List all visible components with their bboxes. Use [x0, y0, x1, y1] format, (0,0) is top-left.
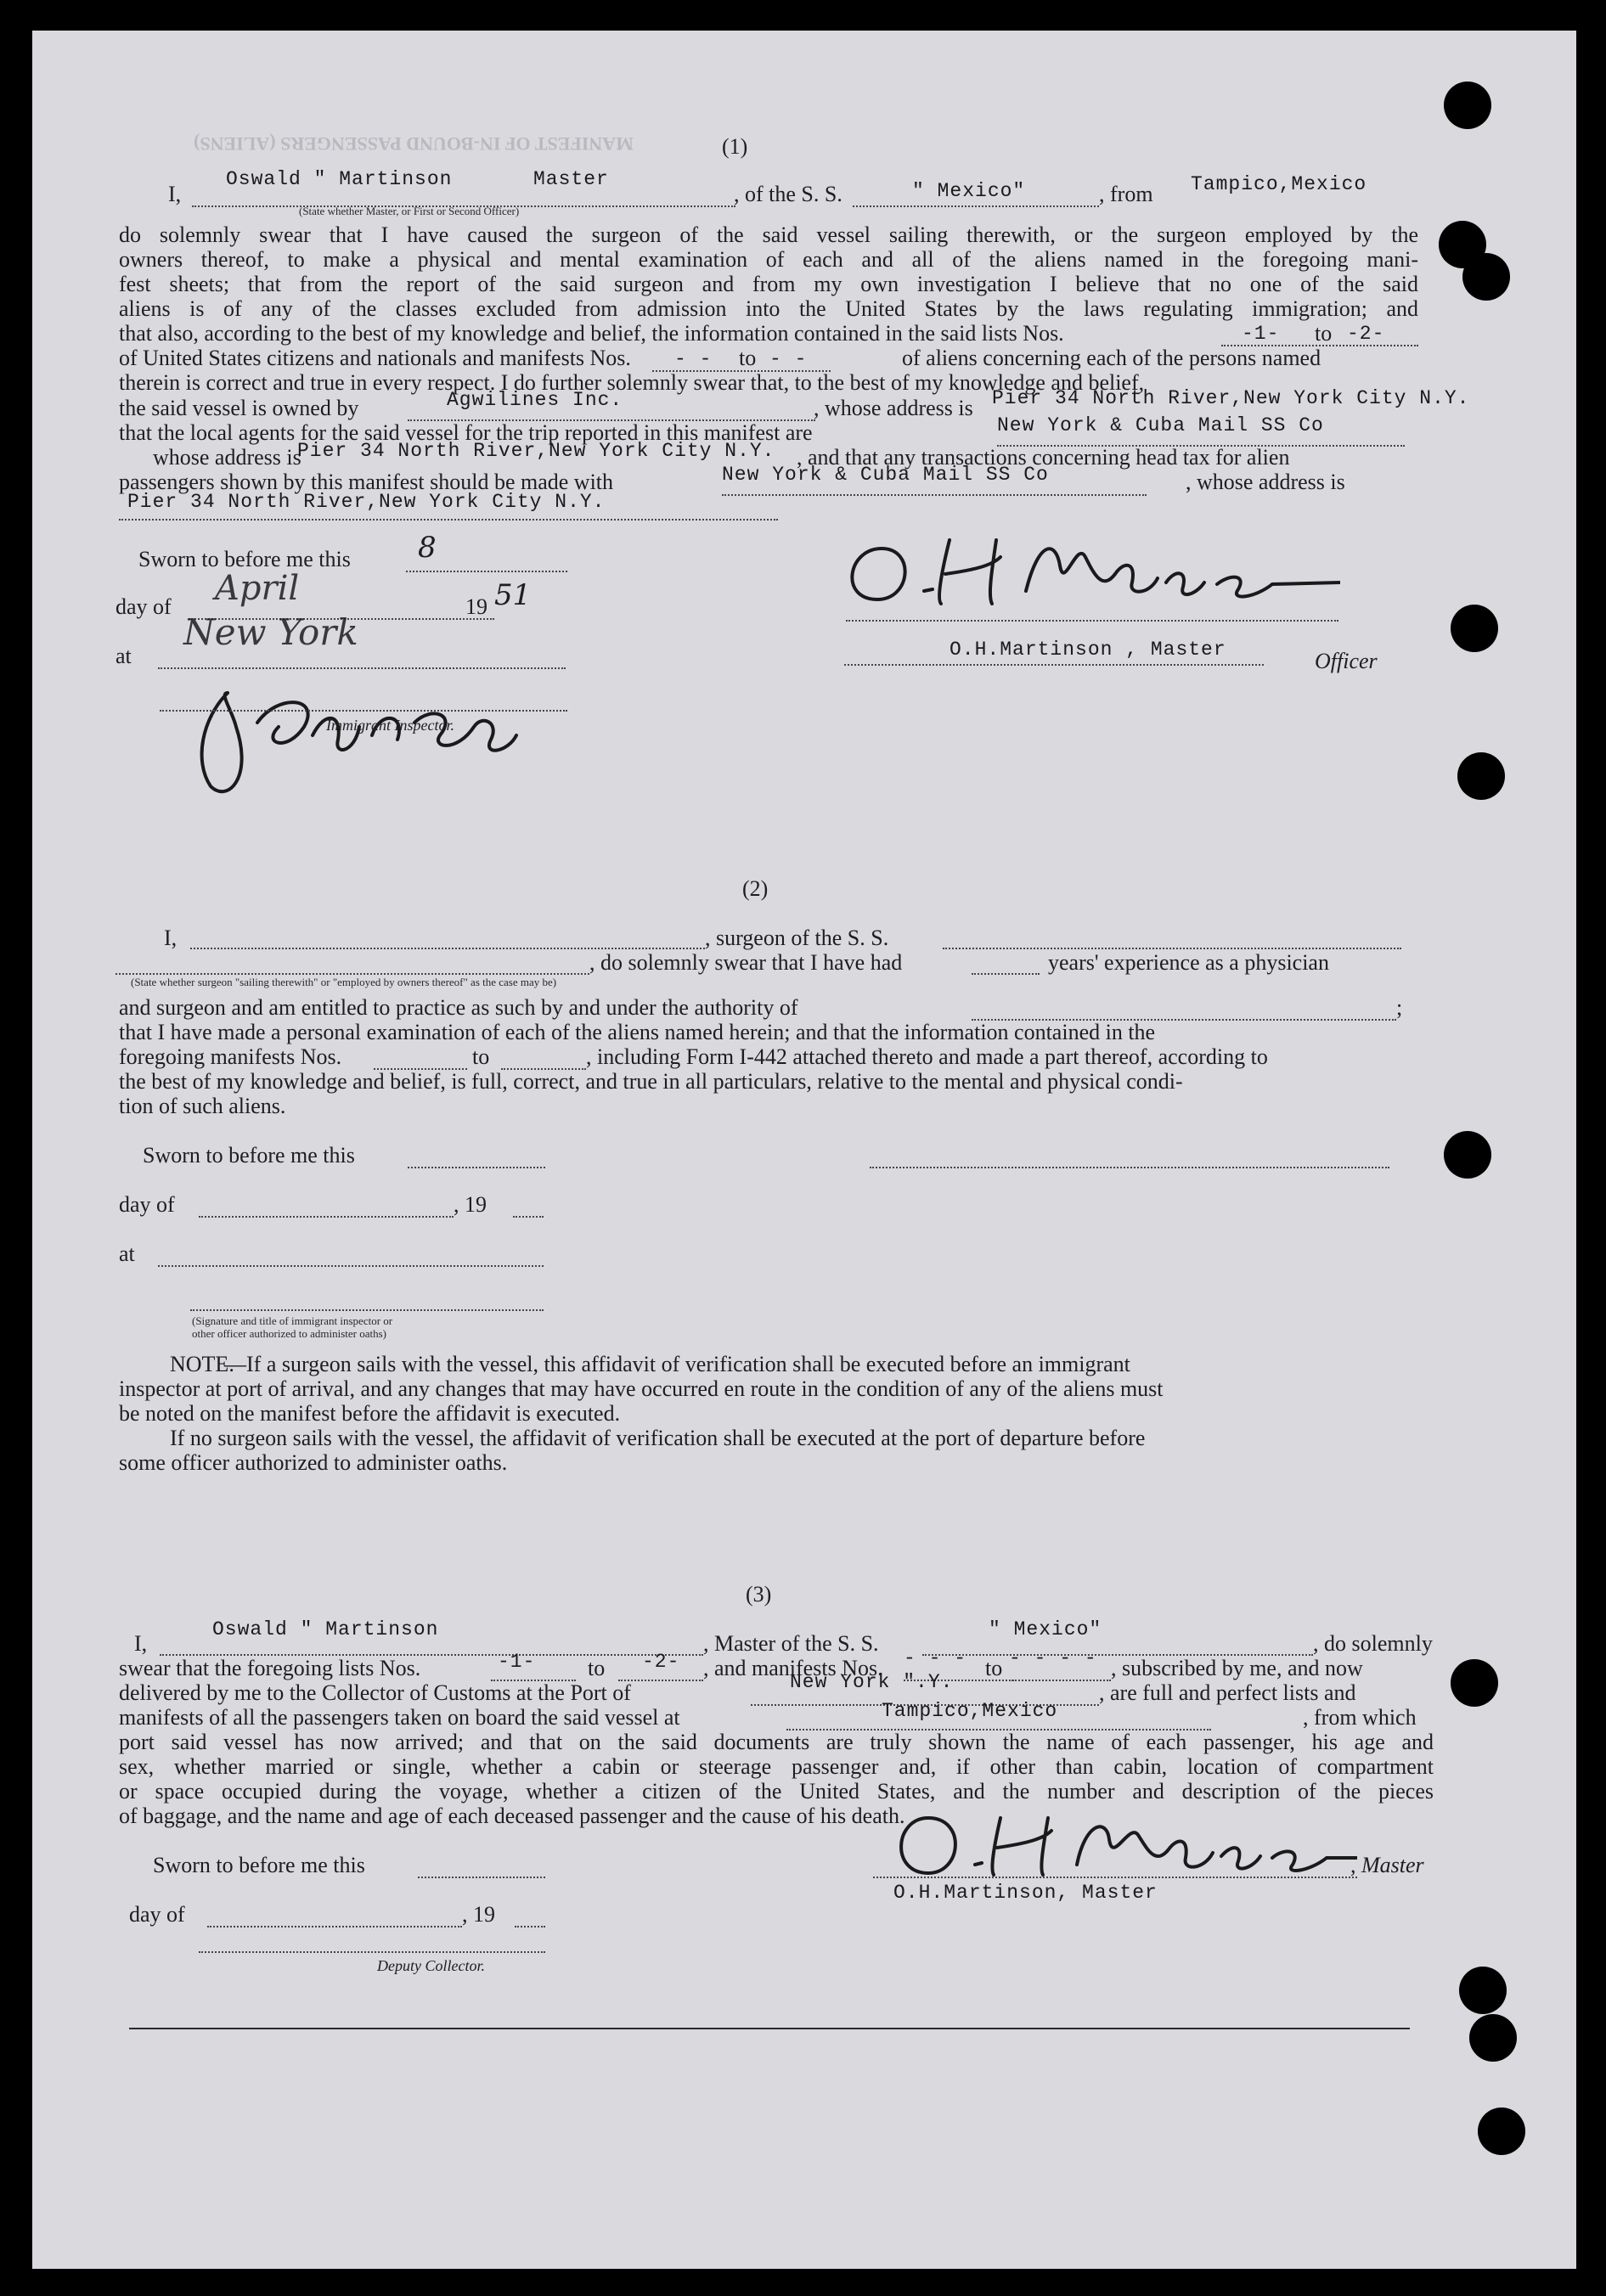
- note-line-4: If no surgeon sails with the vessel, the affidavit of verification shall be executed at the port of departure before: [170, 1426, 1146, 1450]
- inspector-signature: [177, 676, 576, 803]
- examination-text: that I have made a personal examination of each of the aliens named herein; and that the information contained in the: [119, 1020, 1156, 1044]
- binder-hole: [1457, 752, 1505, 800]
- pronoun-i: I,: [168, 182, 182, 206]
- officer-rank: Master: [533, 168, 609, 190]
- officer-name: Oswald " Martinson: [226, 168, 453, 190]
- year-label-3: , 19: [462, 1902, 495, 1927]
- manifests-from: - -: [674, 348, 713, 370]
- master-sig-line: [873, 1877, 1357, 1878]
- owned-by-label: the said vessel is owned by: [119, 396, 359, 420]
- lists-to: -2-: [1347, 323, 1385, 345]
- from-which-label: , from which: [1303, 1705, 1417, 1730]
- from-label: , from: [1099, 182, 1153, 206]
- port-name: New York ".Y.: [790, 1671, 954, 1693]
- officer-sig-line: [846, 620, 1338, 622]
- authority-semicolon: ;: [1396, 995, 1403, 1020]
- passengers-label: passengers shown by this manifest should be made with: [119, 470, 614, 494]
- master-label: , Master: [1350, 1853, 1424, 1877]
- surgeon-sig-line: [870, 1167, 1389, 1168]
- binder-hole: [1469, 2014, 1517, 2062]
- place-line-2: [158, 1265, 544, 1267]
- years-line: [972, 973, 1040, 975]
- binder-hole: [1451, 605, 1498, 652]
- month-line-2: [199, 1216, 454, 1218]
- surgeon-swear-text: , do solemnly swear that I have had: [589, 950, 903, 975]
- manifests-to: - -: [769, 348, 808, 370]
- manifests-to-word-2: to: [472, 1044, 490, 1069]
- year-suffix-1: 51: [494, 578, 532, 612]
- officer-name-line-2: [844, 664, 1264, 666]
- agents-address: Pier 34 North River,New York City N.Y.: [297, 440, 775, 462]
- officer-signed-name: O.H.Martinson , Master: [950, 639, 1226, 661]
- year-line-3: [515, 1926, 545, 1927]
- place-1: New York: [183, 611, 358, 653]
- baggage-text: of baggage, and the name and age of each deceased passenger and the cause of his death.: [119, 1804, 905, 1828]
- section-3-number: (3): [746, 1582, 772, 1607]
- lists-nos-text: that also, according to the best of my knowledge and belief, the information contained in the said lists Nos.: [119, 321, 1064, 346]
- collector-label: Deputy Collector.: [377, 1957, 485, 1974]
- vessel-name-3: " Mexico": [989, 1618, 1102, 1640]
- sworn-label-2: Sworn to before me this: [143, 1143, 355, 1168]
- inspector-label: Immigrant Inspector.: [326, 717, 454, 734]
- sworn-label-1: Sworn to before me this: [138, 547, 351, 571]
- month-1: April: [215, 569, 300, 608]
- of-the-ss-label: , of the S. S.: [734, 182, 842, 206]
- bottom-rule: [129, 2028, 1410, 2029]
- agents-address-label: whose address is: [153, 445, 301, 470]
- are-full-label: , are full and perfect lists and: [1099, 1680, 1356, 1705]
- section-2-number: (2): [742, 876, 769, 901]
- tax-agent-address: Pier 34 North River,New York City N.Y.: [127, 491, 606, 513]
- authority-text: and surgeon and am entitled to practice as such by and under the authority of: [119, 995, 798, 1020]
- lists-to-line-3: [618, 1680, 703, 1681]
- vessel-name: " Mexico": [912, 180, 1026, 202]
- solemnly-label: , do solemnly: [1313, 1631, 1433, 1656]
- sworn-day-line-2: [408, 1167, 545, 1168]
- surgeon-vessel-line: [943, 948, 1401, 949]
- section-1-body: do solemnly swear that I have caused the surgeon of the said vessel sailing therewith, or the surgeon employed by the owners thereof, to make a physical and mental examination of each and all of the aliens named in the foregoing mani- fest sheets; that from the report of the said surgeon and from my own investigation I believe that no one of the said aliens is of any of the classes excluded from admission into the United States by the laws regulating immigration; and: [119, 222, 1418, 321]
- head-tax-text: , and that any transactions concerning head tax for alien: [797, 445, 1290, 470]
- years-text: years' experience as a physician: [1048, 950, 1329, 975]
- further-swear-text: therein is correct and true in every respect. I do further solemnly swear that, to the best of my knowledge and belief,: [119, 370, 1145, 395]
- vessel-line: [853, 205, 1099, 207]
- bleed-through-text: MANIFEST OF IN-BOUND PASSENGERS (ALIENS): [194, 133, 634, 155]
- binder-hole: [1462, 253, 1510, 301]
- binder-hole: [1459, 1967, 1507, 2014]
- note-line-2: inspector at port of arrival, and any changes that may have occurred en route in the condition of any of the aliens must: [119, 1376, 1164, 1401]
- lists-from-3: -1-: [498, 1651, 536, 1673]
- officer-label: Officer: [1315, 649, 1378, 673]
- local-agents: New York & Cuba Mail SS Co: [997, 414, 1324, 436]
- collector-sig-line: [199, 1951, 545, 1953]
- manifests-to-line-3: [1009, 1680, 1111, 1681]
- note-heading: NOTE.: [170, 1352, 234, 1376]
- manifests-nos-text: of United States citizens and nationals and manifests Nos.: [119, 346, 631, 370]
- pronoun-i-2: I,: [164, 926, 178, 950]
- pronoun-i-3: I,: [134, 1631, 148, 1656]
- tax-agent: New York & Cuba Mail SS Co: [722, 464, 1049, 486]
- manifests-from-3: - - -: [904, 1647, 967, 1669]
- section-1-number: (1): [722, 134, 748, 159]
- day-of-label-1: day of: [116, 594, 172, 619]
- local-agents-label: that the local agents for the said vessel for the trip reported in this manifest are: [119, 420, 813, 445]
- binder-hole: [1478, 2107, 1525, 2155]
- manifests-to-word: to: [739, 346, 757, 370]
- whose-address-end: , whose address is: [1186, 470, 1345, 494]
- place-line-1: [158, 667, 566, 669]
- owner-name: Agwilines Inc.: [447, 389, 623, 411]
- subscribed-label: , subscribed by me, and now: [1111, 1656, 1363, 1680]
- lists-to-word: to: [1315, 321, 1333, 346]
- foregoing-manifests-text: foregoing manifests Nos.: [119, 1044, 342, 1069]
- surgeon-status-line: [116, 973, 589, 975]
- manifests-taken-label: manifests of all the passengers taken on board the said vessel at: [119, 1705, 680, 1730]
- section-3-body: port said vessel has now arrived; and that on the said documents are truly shown the name of each passenger, his age and sex, whether married or single, whether a cabin or steerage passenger and, if other than cabin, location of compartment or space occupied during the voyage, whether a citizen of the United States, and the number and description of the pieces: [119, 1730, 1434, 1804]
- master-of-label: , Master of the S. S.: [703, 1631, 879, 1656]
- note-line-1: —If a surgeon sails with the vessel, this affidavit of verification shall be executed before an immigrant: [224, 1352, 1130, 1376]
- departure-port: Tampico,Mexico: [882, 1700, 1058, 1722]
- owner-address: Pier 34 North River,New York City N.Y.: [992, 387, 1470, 409]
- officer-name-3: Oswald " Martinson: [212, 1618, 439, 1640]
- surgeon-of-label: , surgeon of the S. S.: [705, 926, 889, 950]
- aliens-text: of aliens concerning each of the persons named: [902, 346, 1321, 370]
- manifests-to-word-3: to: [985, 1656, 1003, 1680]
- tax-agent-address-line: [119, 519, 778, 521]
- from-port: Tampico,Mexico: [1191, 173, 1367, 195]
- surgeon-name-line: [190, 948, 705, 949]
- binder-hole: [1444, 1131, 1491, 1179]
- sworn-day-1: 8: [418, 531, 437, 565]
- officer-signature: [831, 523, 1340, 616]
- sig-note-1: (Signature and title of immigrant inspector or: [192, 1314, 393, 1327]
- year-prefix-1: 19: [465, 594, 487, 619]
- day-of-label-3: day of: [129, 1902, 185, 1927]
- lists-from: -1-: [1242, 323, 1280, 345]
- lists-to-word-3: to: [588, 1656, 606, 1680]
- such-aliens-text: tion of such aliens.: [119, 1094, 286, 1118]
- sworn-day-line-1: [406, 571, 567, 572]
- surgeon-status-note: (State whether surgeon "sailing therewith" or "employed by owners thereof" as the case may be): [131, 976, 557, 988]
- rank-note: (State whether Master, or First or Second Officer): [299, 205, 520, 217]
- sworn-day-line-3: [418, 1877, 545, 1878]
- and-manifests-label: , and manifests Nos.: [703, 1656, 883, 1680]
- document-page: [32, 31, 1576, 2269]
- binder-hole: [1444, 82, 1491, 129]
- month-line-3: [207, 1926, 462, 1927]
- note-line-5: some officer authorized to administer oaths.: [119, 1450, 508, 1475]
- form-text: , including Form I-442 attached thereto and made a part thereof, according to: [586, 1044, 1268, 1069]
- year-line-2: [513, 1216, 544, 1218]
- manifests-to-3: - - - -: [1009, 1647, 1097, 1669]
- sig-note-2: other officer authorized to administer oaths): [192, 1327, 386, 1340]
- swear-lists-label: swear that the foregoing lists Nos.: [119, 1656, 421, 1680]
- inspector-sig-line-2: [190, 1309, 544, 1311]
- day-of-label-2: day of: [119, 1192, 175, 1217]
- inspector-sig-line: [160, 710, 567, 712]
- at-label-1: at: [116, 644, 132, 668]
- delivered-label: delivered by me to the Collector of Customs at the Port of: [119, 1680, 631, 1705]
- whose-address-label: , whose address is: [814, 396, 973, 420]
- note-line-3: be noted on the manifest before the affidavit is executed.: [119, 1401, 621, 1426]
- year-label-2: , 19: [454, 1192, 487, 1217]
- tax-agent-line: [722, 494, 1147, 496]
- lists-to-3: -2-: [642, 1651, 680, 1673]
- master-signed-name: O.H.Martinson, Master: [893, 1882, 1158, 1904]
- best-knowledge-text: the best of my knowledge and belief, is full, correct, and true in all particulars, relative to the mental and physical condi-: [119, 1069, 1183, 1094]
- binder-hole: [1451, 1659, 1498, 1707]
- at-label-2: at: [119, 1241, 135, 1266]
- sworn-label-3: Sworn to before me this: [153, 1853, 365, 1877]
